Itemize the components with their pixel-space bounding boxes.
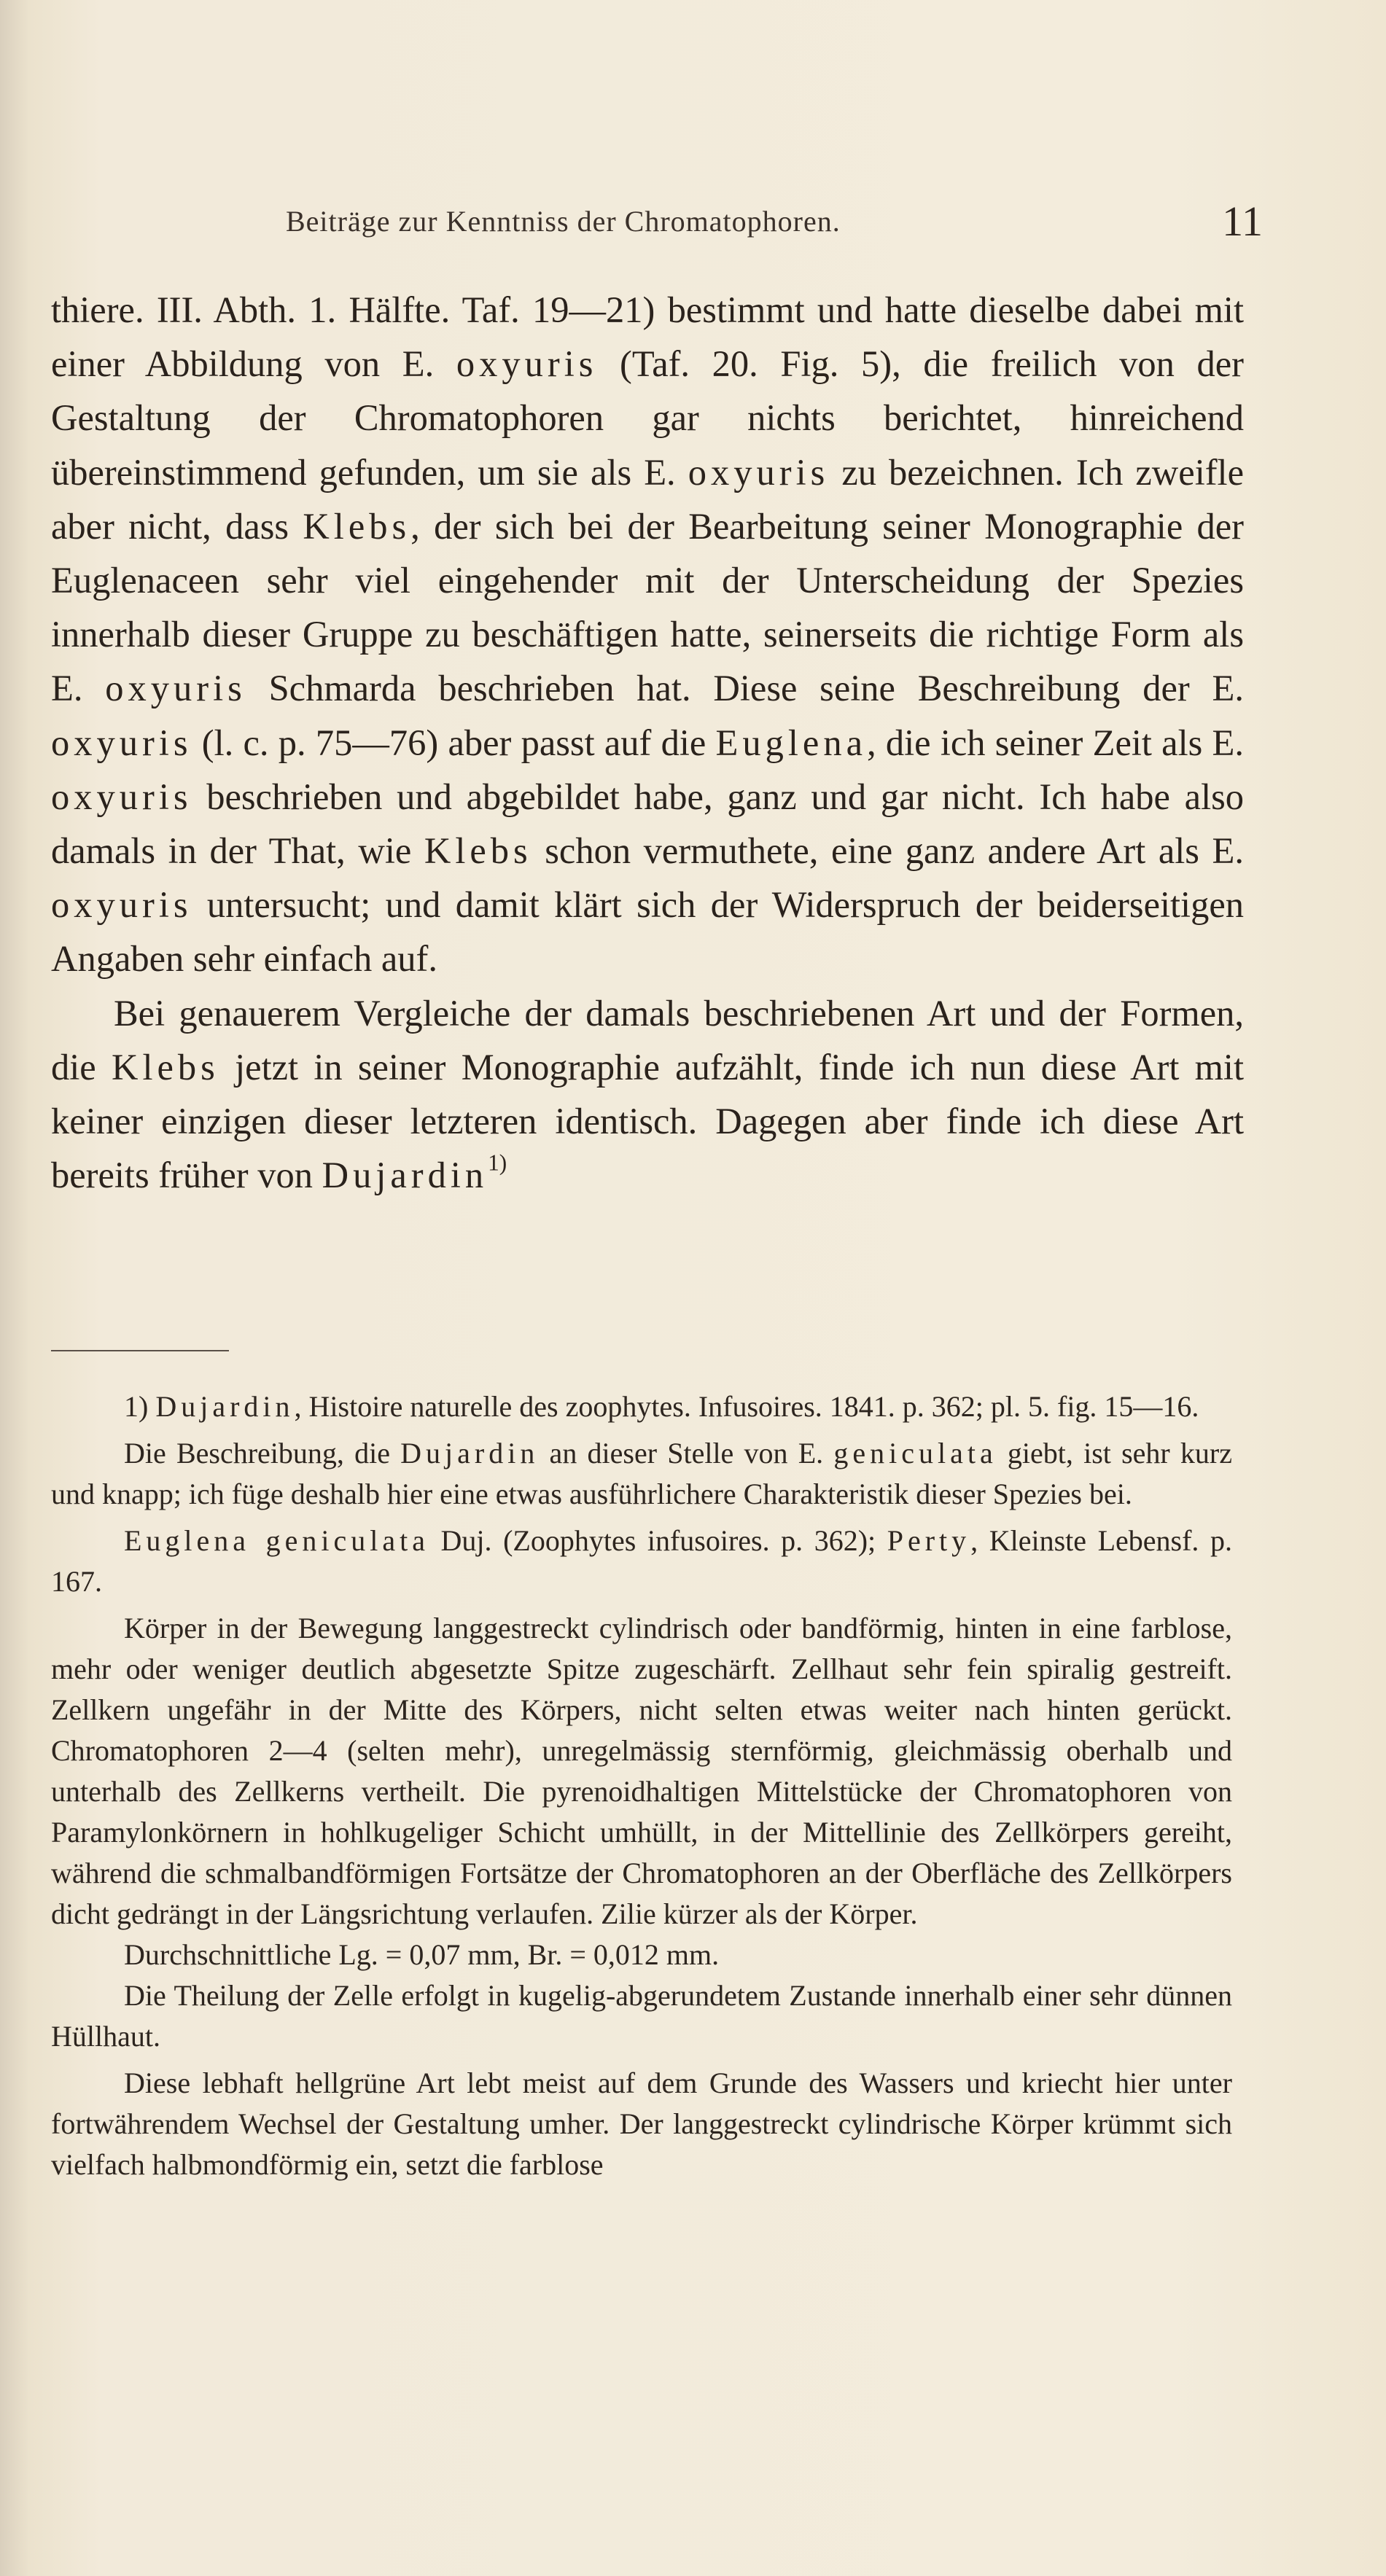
spaced-author: Perty: [887, 1524, 971, 1557]
footnote-3: [51, 1521, 1232, 1602]
page-number: 11: [1222, 198, 1263, 245]
spaced-author: Klebs: [424, 830, 532, 872]
spaced-term: oxyuris: [456, 343, 598, 385]
footnote-7: Diese lebhaft hellgrüne Art lebt meist auf dem Grunde des Wassers und kriecht hier unter fortwährendem Wechsel der Gestaltung umher. Der langgestreckt cylindrische Körper krümmt sich vielfach halbmondförmig ein, setzt die farblose: [51, 2066, 1232, 2181]
text-run: , Kleinste Lebensf. p. 167.: [51, 1524, 1232, 1598]
footnote-6: Die Theilung der Zelle erfolgt in kugelig-abgerundetem Zustande innerhalb einer sehr dünnen Hüllhaut.: [51, 1979, 1232, 2053]
spaced-term: Euglena: [715, 722, 867, 763]
spaced-author: Dujardin: [155, 1390, 295, 1423]
paragraph-1: [51, 283, 1244, 986]
text-run: Duj. (Zoophytes infusoires. p. 362);: [429, 1524, 887, 1557]
footnote-5: Durchschnittliche Lg. = 0,07 mm, Br. = 0,012 mm.: [124, 1938, 720, 1971]
text-run: beschrieben und abgebildet habe, ganz und gar nicht. Ich habe also damals in der That, wie: [51, 776, 1244, 872]
spaced-term: Euglena geniculata: [124, 1524, 429, 1557]
footnote-1: [51, 1386, 1232, 1427]
spaced-term: oxyuris: [51, 884, 192, 926]
running-title: Beiträge zur Kenntniss der Chromatophoren.: [286, 205, 841, 238]
text-run: thiere. III. Abth. 1. Hälfte. Taf. 19—21) bestimmt und hatte dieselbe dabei mit einer Abbildung von E.: [51, 289, 1244, 385]
footnotes: [51, 1386, 1232, 2185]
spaced-author: Klebs: [303, 505, 411, 547]
spaced-term: geniculata: [833, 1437, 997, 1470]
spaced-term: oxyuris: [51, 776, 192, 817]
footnote-4: Körper in der Bewegung langgestreckt cylindrisch oder bandförmig, hinten in eine farblose, mehr oder weniger deutlich abgesetzte Spitze zugeschärft. Zellhaut sehr fein spiralig gestreift. Zellkern ungefähr in der Mitte des Körpers, nicht selten etwas weiter nach hinten gerückt. Chromatophoren 2—4 (selten mehr), unregelmässig sternförmig, gleichmässig oberhalb und unterhalb des Zellkerns vertheilt. Die pyrenoidhaltigen Mittelstücke der Chromatophoren von Paramylonkörnern in hohlkugeliger Schicht umhüllt, in der Mittellinie des Zellkörpers gereiht, während die schmalbandförmigen Fortsätze der Chromatophoren an der Oberfläche des Zellkörpers dicht gedrängt in der Längsrichtung verlaufen. Zilie kürzer als der Körper.: [51, 1612, 1232, 1930]
text-run: , die ich seiner Zeit als E.: [867, 722, 1244, 763]
spaced-author: Klebs: [112, 1046, 219, 1088]
text-run: an dieser Stelle von E.: [539, 1437, 834, 1470]
footnote-marker: 1): [488, 1150, 507, 1176]
paragraph-2: [51, 986, 1244, 1203]
spaced-term: oxyuris: [51, 722, 192, 763]
text-run: , Histoire naturelle des zoophytes. Infusoires. 1841. p. 362; pl. 5. fig. 15—16.: [294, 1390, 1199, 1423]
footnote-2: [51, 1433, 1232, 1515]
text-run: zu bezeichnen. Ich zweifle aber nicht, dass: [51, 451, 1244, 547]
text-run: Bei genauerem Vergleiche der damals beschriebenen Art und der Formen, die: [51, 992, 1244, 1088]
main-text: [51, 283, 1244, 1202]
spaced-term: oxyuris: [105, 668, 246, 709]
text-run: Die Beschreibung, die: [124, 1437, 401, 1470]
spaced-author: Dujardin: [400, 1437, 540, 1470]
spaced-author: Dujardin: [322, 1155, 488, 1196]
text-run: (Taf. 20. Fig. 5), die freilich von der Gestaltung der Chromatophoren gar nichts berichtet, hinreichend übereinstimmend gefunden, um sie als E.: [51, 343, 1244, 493]
text-run: 1): [124, 1390, 156, 1423]
running-head: [286, 197, 1263, 248]
text-run: Schmarda beschrieben hat. Diese seine Beschreibung der E.: [246, 668, 1244, 709]
text-run: untersucht; und damit klärt sich der Widerspruch der beiderseitigen Angaben sehr einfach auf.: [51, 884, 1244, 980]
text-run: , der sich bei der Bearbeitung seiner Monographie der Euglenaceen sehr viel eingehender mit der Unterscheidung der Spezies innerhalb dieser Gruppe zu beschäftigen hatte, seinerseits die richtige Form als E.: [51, 505, 1245, 709]
footnote-rule: [51, 1350, 229, 1351]
spaced-term: oxyuris: [688, 451, 830, 493]
text-run: schon vermuthete, eine ganz andere Art als E.: [532, 830, 1244, 872]
text-run: giebt, ist sehr kurz und knapp; ich füge deshalb hier eine etwas ausführlichere Charakteristik dieser Spezies bei.: [51, 1437, 1233, 1510]
text-run: jetzt in seiner Monographie aufzählt, finde ich nun diese Art mit keiner einzigen dieser letzteren identisch. Dagegen aber finde ich diese Art bereits früher von: [51, 1046, 1244, 1196]
text-run: (l. c. p. 75—76) aber passt auf die: [192, 722, 716, 763]
